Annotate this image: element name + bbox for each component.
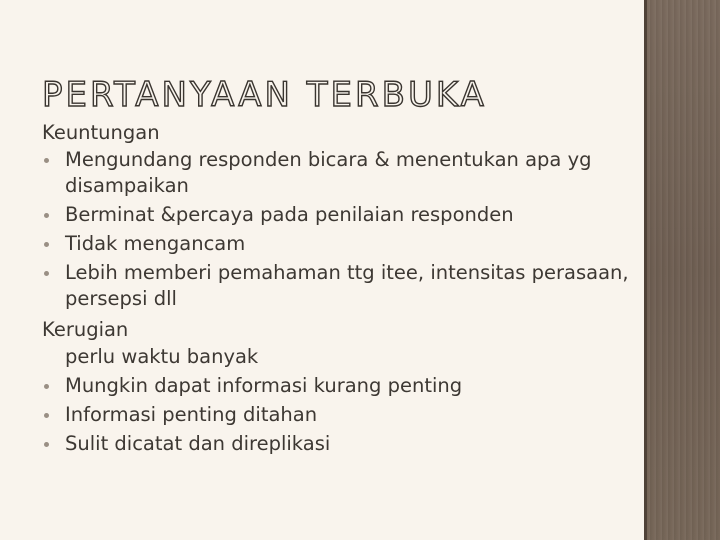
section-heading: Kerugian bbox=[42, 318, 129, 341]
list-item-text: Informasi penting ditahan bbox=[65, 403, 318, 426]
list-item-text: Sulit dicatat dan direplikasi bbox=[65, 432, 331, 455]
list-item-text: Berminat &percaya pada penilaian responden bbox=[65, 203, 514, 226]
list-item bbox=[42, 402, 637, 428]
bullet-icon bbox=[44, 158, 49, 163]
bullet-icon bbox=[44, 384, 49, 389]
slide-content bbox=[42, 118, 637, 460]
list-item bbox=[42, 260, 637, 312]
list-item-text: Tidak mengancam bbox=[65, 232, 246, 255]
list-item-text: Lebih memberi pemahaman ttg itee, intensitas perasaan, persepsi dll bbox=[65, 261, 629, 310]
list-item-text: Mengundang responden bicara & menentukan apa yg disampaikan bbox=[65, 148, 592, 197]
bullet-icon bbox=[44, 213, 49, 218]
list-item bbox=[42, 431, 637, 457]
bullet-icon bbox=[44, 271, 49, 276]
bullet-icon bbox=[44, 413, 49, 418]
list-item-text: perlu waktu banyak bbox=[65, 345, 259, 368]
bullet-list bbox=[42, 147, 637, 312]
list-item bbox=[42, 231, 637, 257]
bullet-icon bbox=[44, 242, 49, 247]
decorative-side-panel bbox=[644, 0, 720, 540]
bullet-icon bbox=[44, 442, 49, 447]
section-heading: Keuntungan bbox=[42, 121, 160, 144]
list-item-text: Mungkin dapat informasi kurang penting bbox=[65, 374, 463, 397]
list-item bbox=[42, 373, 637, 399]
bullet-list bbox=[42, 344, 637, 457]
list-item bbox=[42, 344, 637, 370]
list-item bbox=[42, 147, 637, 199]
slide-title: PERTANYAAN TERBUKA bbox=[42, 75, 487, 115]
list-item bbox=[42, 202, 637, 228]
section-kerugian bbox=[42, 315, 637, 457]
section-keuntungan bbox=[42, 118, 637, 312]
